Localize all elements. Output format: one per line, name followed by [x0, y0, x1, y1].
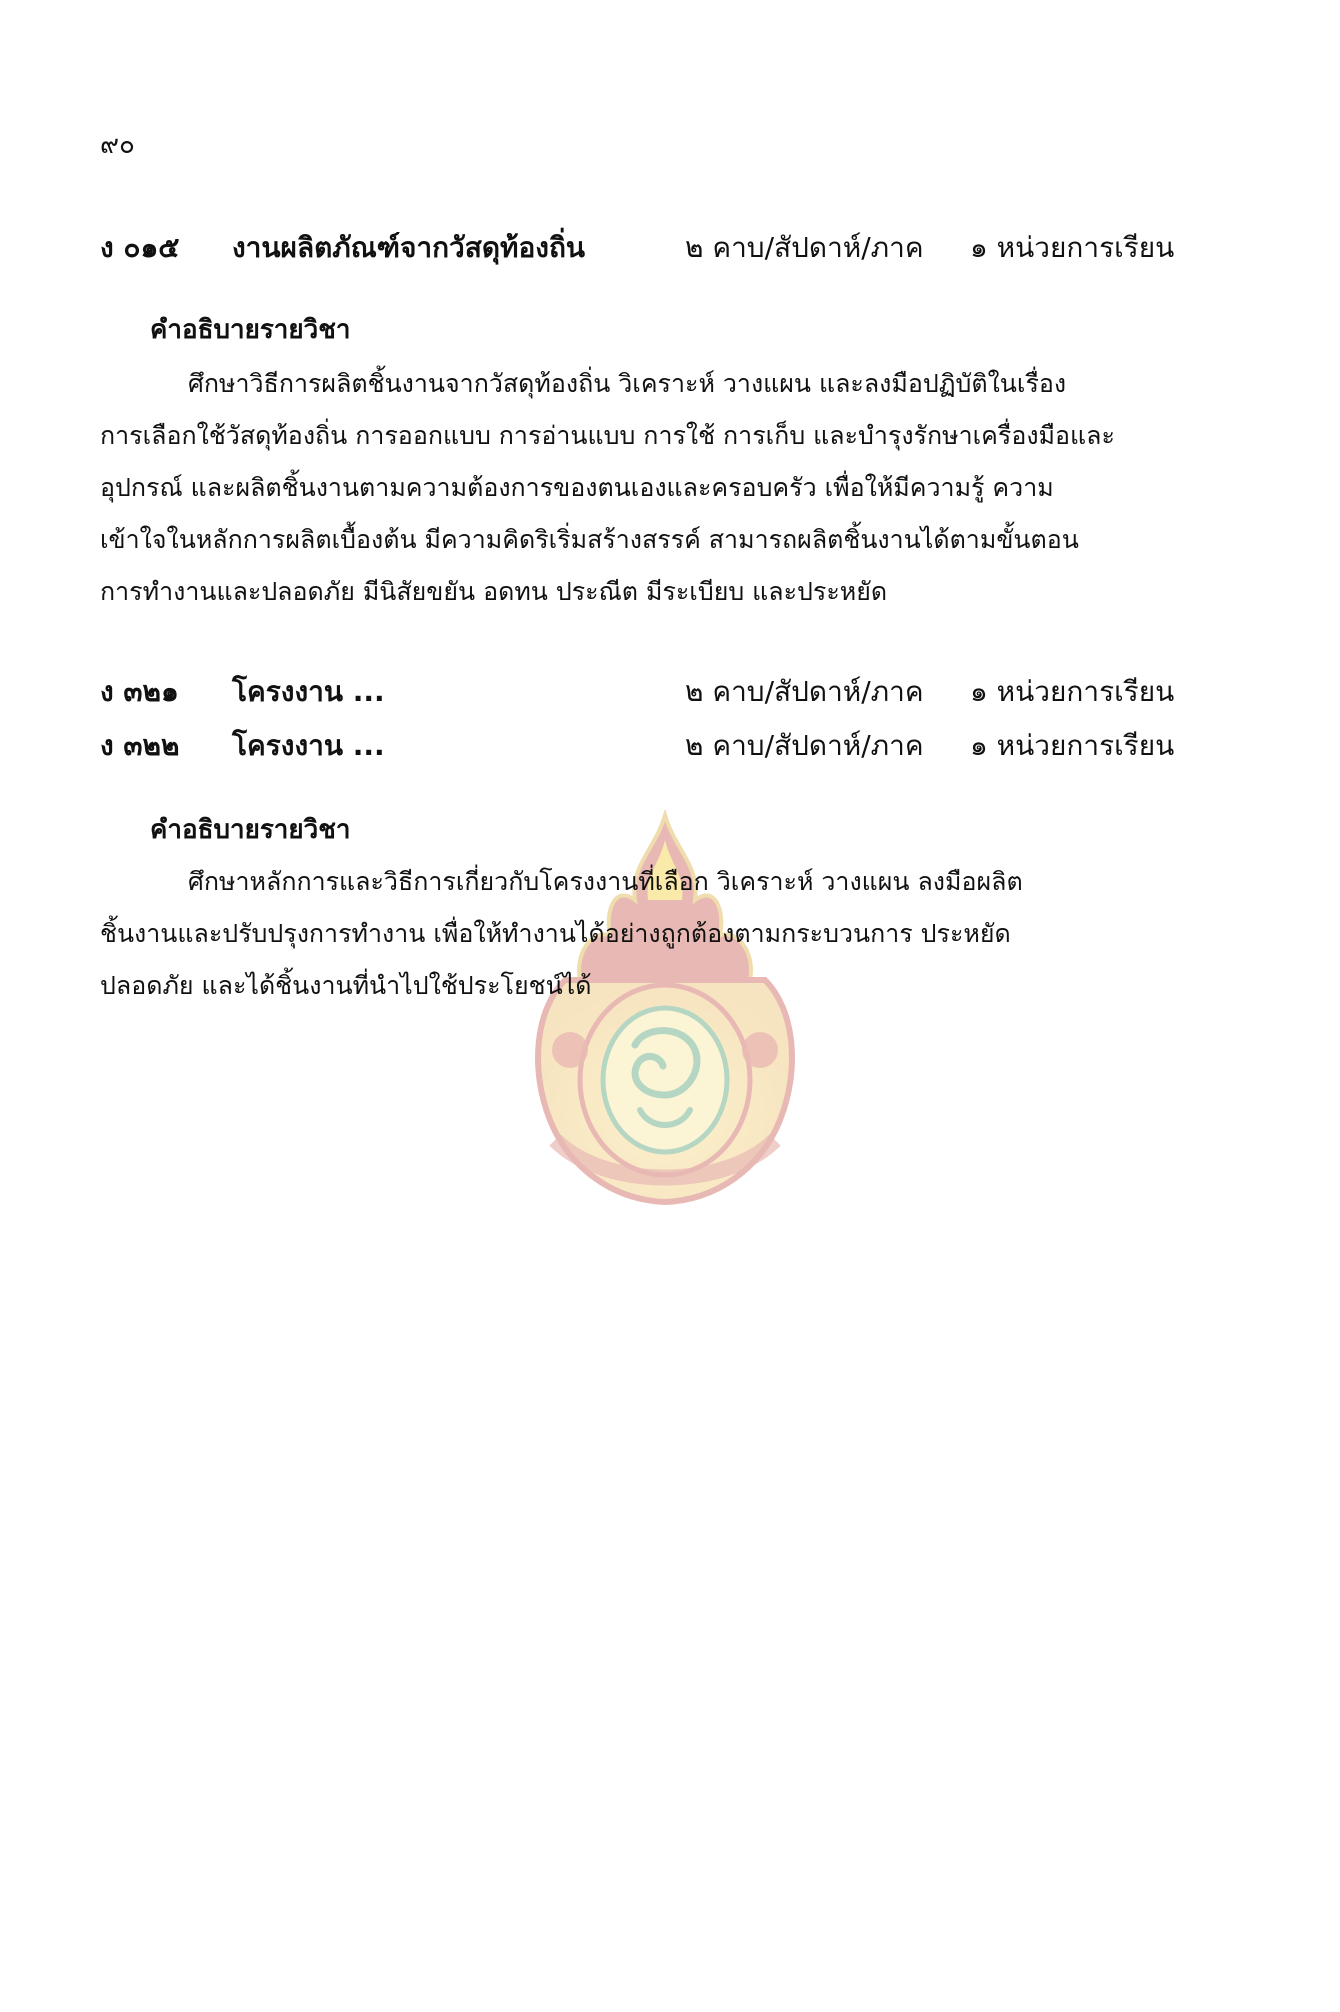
description-line: การเลือกใช้วัสดุท้องถิ่น การออกแบบ การอ่านแบบ การใช้ การเก็บ และบำรุงรักษาเครื่องมือและ	[100, 421, 1115, 450]
course-name: โครงงาน ...	[232, 675, 385, 708]
description-line: ปลอดภัย และได้ชิ้นงานที่นำไปใช้ประโยชน์ได้	[100, 971, 592, 1000]
description-line: การทำงานและปลอดภัย มีนิสัยขยัน อดทน ประณีต มีระเบียบ และประหยัด	[100, 577, 888, 606]
course-credits: ๑ หน่วยการเรียน	[970, 231, 1175, 264]
course-code: ง ๓๒๒	[100, 729, 180, 762]
course-code: ง ๐๑๕	[100, 231, 180, 264]
description-line: อุปกรณ์ และผลิตชิ้นงานตามความต้องการของตนเองและครอบครัว เพื่อให้มีความรู้ ความ	[100, 473, 1054, 502]
course-credits: ๑ หน่วยการเรียน	[970, 729, 1175, 762]
description-line: ศึกษาหลักการและวิธีการเกี่ยวกับโครงงานที่เลือก วิเคราะห์ วางแผน ลงมือผลิต	[188, 867, 1023, 896]
course-name: งานผลิตภัณฑ์จากวัสดุท้องถิ่น	[232, 231, 586, 264]
course-hours: ๒ คาบ/สัปดาห์/ภาค	[685, 231, 924, 264]
course-name: โครงงาน ...	[232, 729, 385, 762]
course-hours: ๒ คาบ/สัปดาห์/ภาค	[685, 675, 924, 708]
page-number: ๙๐	[100, 130, 135, 160]
course-description-2	[100, 856, 1235, 1012]
description-line: ชิ้นงานและปรับปรุงการทำงาน เพื่อให้ทำงานได้อย่างถูกต้องตามกระบวนการ ประหยัด	[100, 919, 1011, 948]
description-line: เข้าใจในหลักการผลิตเบื้องต้น มีความคิดริเริ่มสร้างสรรค์ สามารถผลิตชิ้นงานได้ตามขั้นตอน	[100, 525, 1079, 554]
section-heading: คำอธิบายรายวิชา	[150, 815, 351, 845]
course-code: ง ๓๒๑	[100, 675, 179, 708]
course-hours: ๒ คาบ/สัปดาห์/ภาค	[685, 729, 924, 762]
course-row-3	[100, 726, 1240, 766]
course-row-2	[100, 672, 1240, 712]
description-line: ศึกษาวิธีการผลิตชิ้นงานจากวัสดุท้องถิ่น วิเคราะห์ วางแผน และลงมือปฏิบัติในเรื่อง	[188, 369, 1067, 398]
section-heading: คำอธิบายรายวิชา	[150, 315, 351, 345]
course-credits: ๑ หน่วยการเรียน	[970, 675, 1175, 708]
course-row-1	[100, 228, 1240, 268]
course-description-1	[100, 358, 1235, 618]
